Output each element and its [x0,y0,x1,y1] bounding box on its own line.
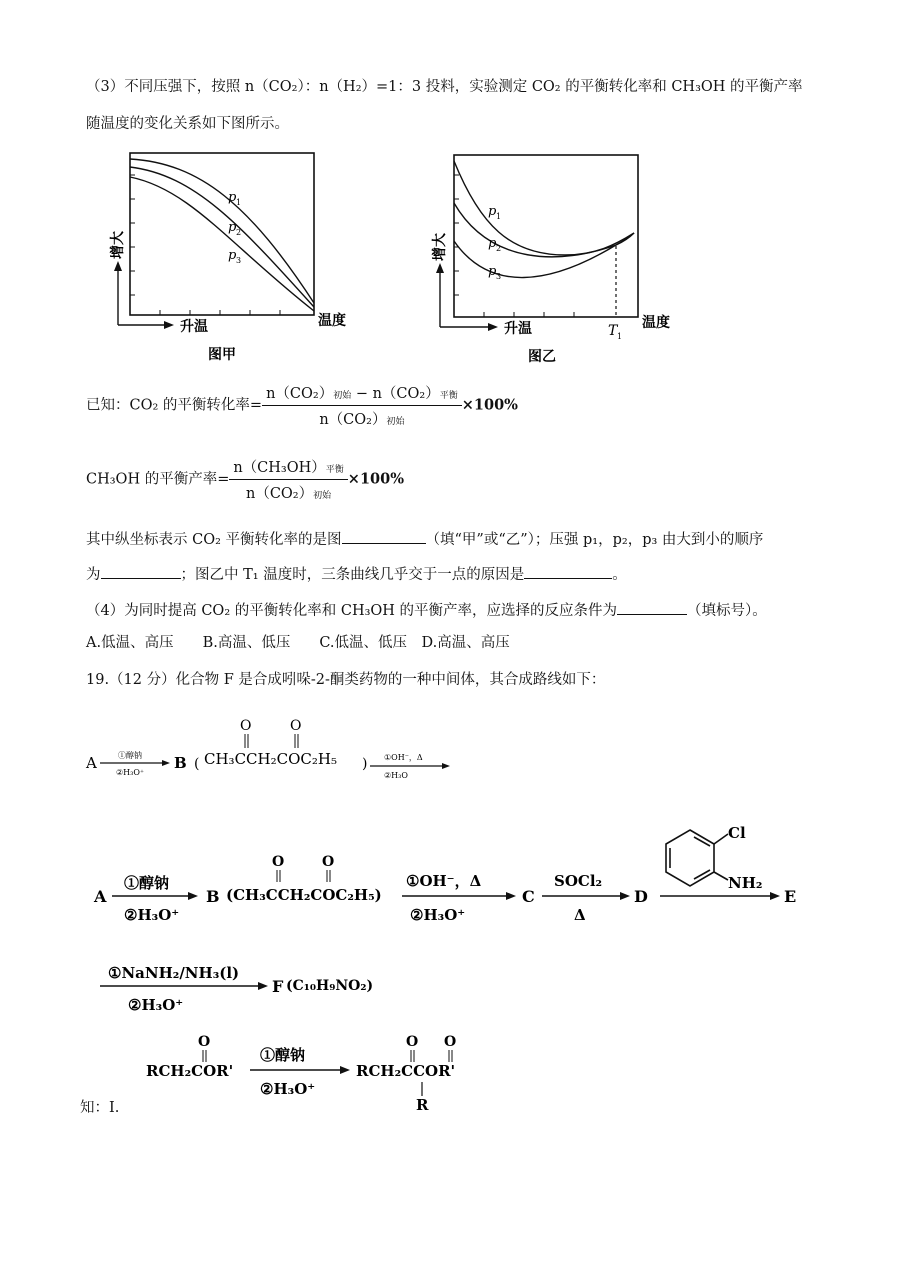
svg-text:3: 3 [236,256,242,265]
curve-yi-p3 [454,233,634,278]
svg-text:①醇钠: ①醇钠 [118,751,142,760]
curve-p3 [130,177,314,311]
chart-yi [420,145,690,370]
svg-text:①醇钠: ①醇钠 [260,1046,306,1064]
svg-text:②H₃O⁺: ②H₃O⁺ [116,768,145,777]
svg-text:1: 1 [617,332,623,341]
svg-text:①醇钠: ①醇钠 [124,874,170,892]
large-scheme [80,820,820,1025]
yi-caption: 图乙 [528,349,556,365]
ch3oh-label: CH₃OH 的平衡产率= [86,471,230,488]
svg-text:①NaNH₂/NH₃(l): ①NaNH₂/NH₃(l) [108,964,240,982]
answer-blank-3[interactable] [524,562,612,579]
known-label: 已知：CO₂ 的平衡转化率= [86,397,263,414]
yi-xlabel: 升温 [504,321,532,337]
svg-text:(C₁₀H₉NO₂): (C₁₀H₉NO₂) [286,978,374,994]
answer-blank-4[interactable] [617,598,687,615]
yi-xaxis-end: 温度 [642,315,670,331]
svg-text:①OH⁻，Δ: ①OH⁻，Δ [384,753,423,762]
q3-intro-line2: 随温度的变化关系如下图所示。 [86,116,289,132]
q19-intro: 19.（12 分）化合物 F 是合成吲哚-2-酮类药物的一种中间体，其合成路线如下： [86,672,606,688]
yi-p1-label: p [488,204,497,219]
svg-text:②H₃O⁺: ②H₃O⁺ [128,996,184,1014]
chloroaniline-structure [666,830,728,886]
svg-text:SOCl₂: SOCl₂ [554,872,603,890]
answer-blank-2[interactable] [101,562,181,579]
yield-formula: CH₃OH 的平衡产率= $\frac{\text{n（CH₃OH）平衡}}{\text{n（CO₂）初始}}$ ×100% [86,456,404,503]
svg-text:1: 1 [236,198,242,207]
svg-text:O: O [406,1034,419,1050]
yi-t1-label: T [608,323,618,339]
q4-options: A.低温、高压 B.高温、低压 C.低温、低压 D.高温、高压 [86,635,510,651]
svg-text:3: 3 [496,272,502,281]
q3-intro-line1: （3）不同压强下，按照 n（CO₂）：n（H₂）=1：3 投料，实验测定 CO₂ 的平衡转化率和 CH₃OH 的平衡产率 [86,79,803,95]
compound-d: D [634,887,648,906]
svg-text:O: O [444,1034,457,1050]
jia-ylabel: 增大 [110,231,126,259]
yi-p3-label: p [488,264,497,279]
svg-text:O: O [290,718,302,734]
svg-text:): ) [362,756,368,772]
svg-text:2: 2 [496,244,502,253]
svg-text:O: O [322,854,335,870]
q3-question-line1: 其中纵坐标表示 CO₂ 平衡转化率的是图 （填“甲”或“乙”）；压强 p₁，p₂，p₃ 由大到小的顺序 [86,527,763,550]
curve-yi-p1 [454,161,634,255]
svg-text:②H₃O⁺: ②H₃O⁺ [260,1080,316,1098]
svg-text:R: R [416,1096,429,1114]
svg-text:O: O [272,854,285,870]
svg-text:1: 1 [496,212,502,221]
compound-c: C [522,887,535,906]
svg-text:O: O [240,718,252,734]
yi-p2-label: p [488,236,497,251]
svg-text:Δ: Δ [574,906,586,924]
yi-ylabel: 增大 [432,233,448,261]
jia-p2-label: p [228,220,237,235]
svg-text:A: A [86,754,97,772]
jia-xaxis-end: 温度 [318,313,346,329]
jia-xlabel: 升温 [180,319,208,335]
svg-text:(: ( [194,756,200,772]
conversion-formula: 已知：CO₂ 的平衡转化率= $\frac{\text{n（CO₂）初始 − n（CO₂）平衡}}{\text{n（CO₂）初始}}$ ×100% [86,382,518,429]
small-scheme [80,708,480,788]
svg-text:Cl: Cl [728,824,746,842]
compound-b: B [206,887,220,906]
curve-p2 [130,167,314,307]
reactant-formula: RCH₂COR' [146,1062,234,1080]
svg-text:NH₂: NH₂ [728,874,763,892]
chart-jia [100,145,370,370]
known-label-i: 知：Ⅰ. [80,1100,120,1116]
jia-caption: 图甲 [208,347,236,363]
svg-text:①OH⁻，Δ: ①OH⁻，Δ [406,872,482,890]
q4-question: （4）为同时提高 CO₂ 的平衡转化率和 CH₃OH 的平衡产率，应选择的反应条件为 （填标号）。 [86,598,767,621]
svg-text:O: O [198,1034,211,1050]
jia-p3-label: p [228,248,237,263]
jia-p1-label: p [228,190,237,205]
compound-f: F [272,977,284,996]
answer-blank-1[interactable] [342,527,426,544]
svg-text:(CH₃CCH₂COC₂H₅): (CH₃CCH₂COC₂H₅) [226,886,382,904]
svg-text:②H₃O⁺: ②H₃O⁺ [124,906,180,924]
compound-a: A [94,887,107,906]
svg-text:2: 2 [236,228,242,237]
svg-text:②H₃O: ②H₃O [384,771,408,780]
svg-text:CH₃CCH₂COC₂H₅: CH₃CCH₂COC₂H₅ [204,750,337,768]
product-formula: RCH₂CCOR' [356,1062,456,1080]
q3-question-line2: 为 ；图乙中 T₁ 温度时，三条曲线几乎交于一点的原因是 。 [86,562,627,585]
known-reaction [80,1030,520,1115]
svg-text:②H₃O⁺: ②H₃O⁺ [410,906,466,924]
svg-text:B: B [174,754,187,772]
compound-e: E [784,887,797,906]
